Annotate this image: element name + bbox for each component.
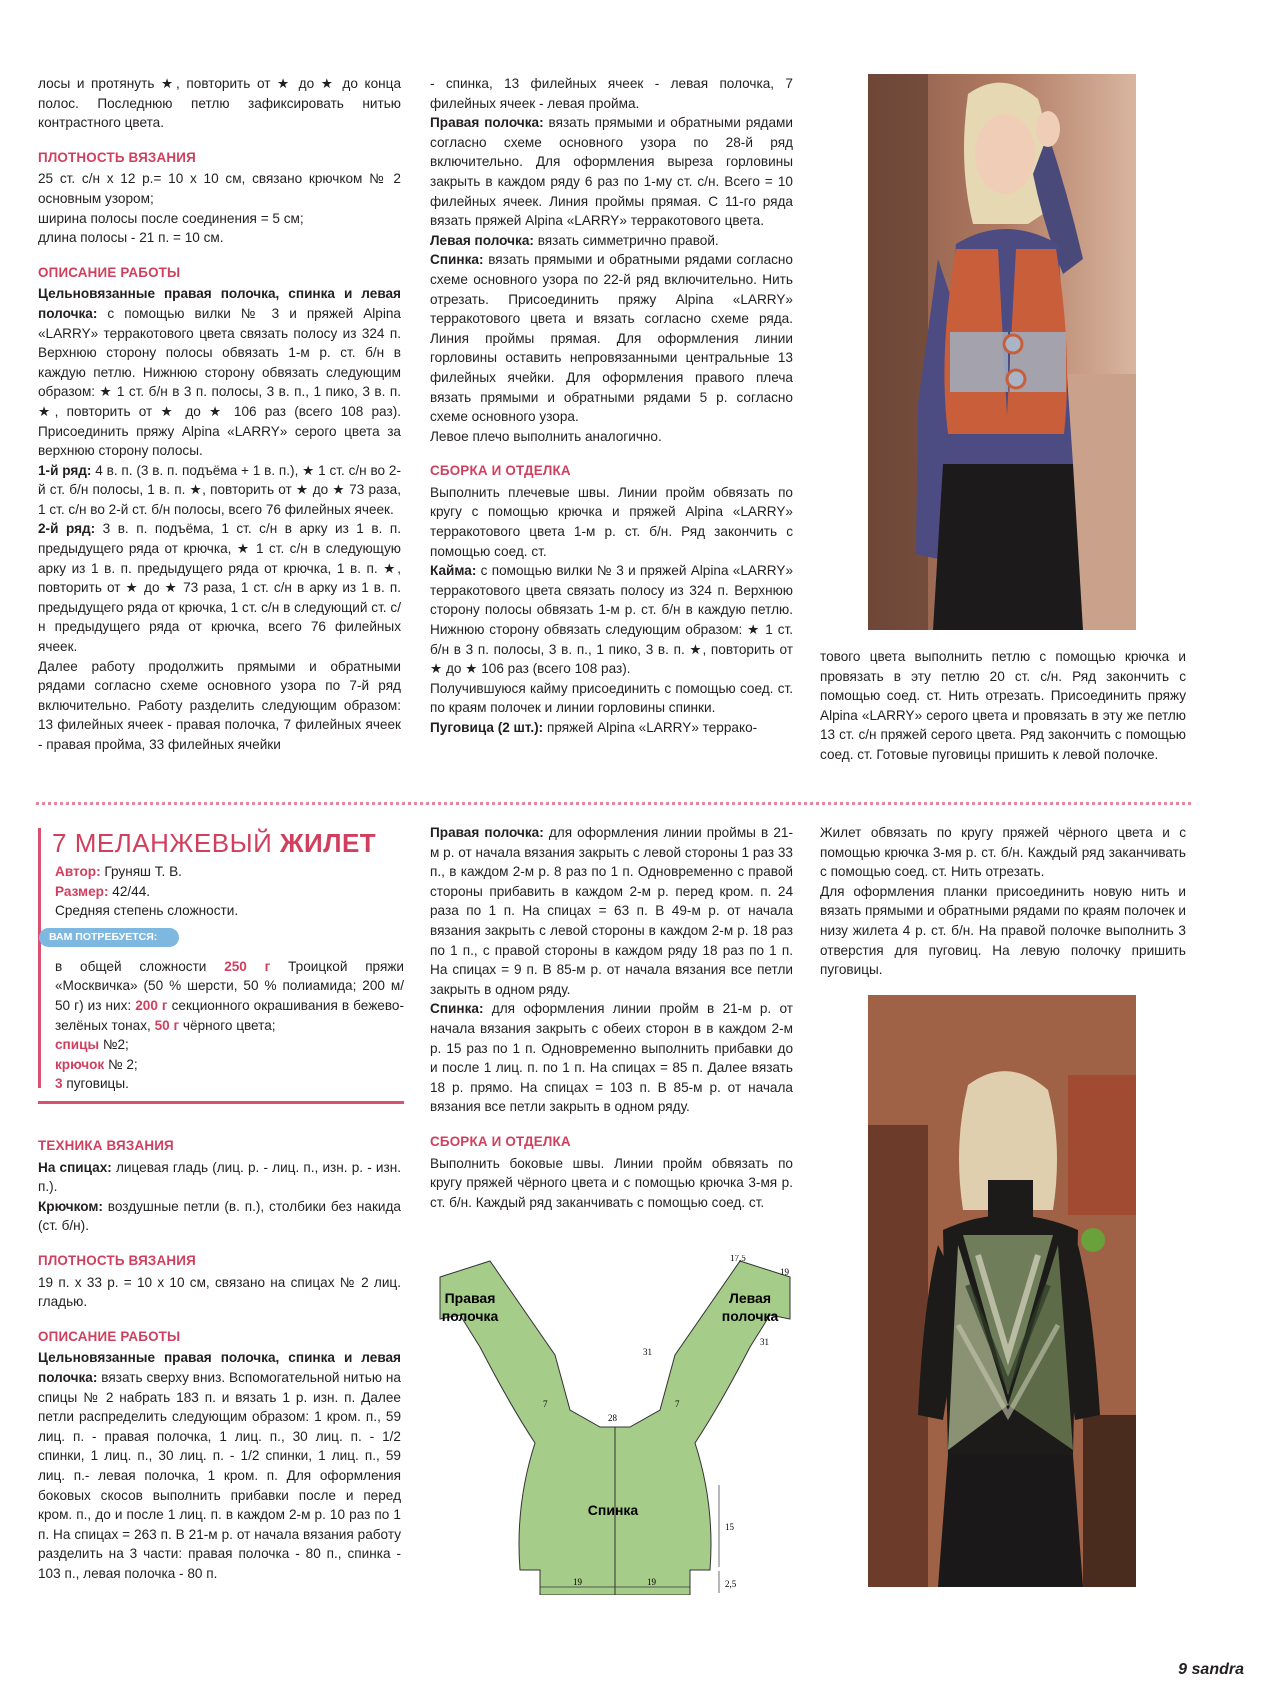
author-value: Груняш Т. В.: [100, 864, 182, 879]
dim-label: 19: [573, 1577, 582, 1587]
text-span: пуговицы.: [62, 1076, 129, 1092]
text-span: пряжей Alpina «LARRY» террако-: [543, 720, 758, 735]
bold-label: Цельновязанные правая полочка, спинка и левая полочка:: [38, 286, 401, 321]
bold-label: Спинка:: [430, 252, 484, 268]
text-span: для оформления линии проймы в 21-м р. от начала вязания закрыть с левой стороны 1 раз 33 п., в каждом 2-м р. 8 раз по 1 п. Одновременно с правой стороны прибавить в каждом 2-м р. перед кром. п. 24 раза по 1 п. На спицах = 63 п. В 49-м р. от начала вязания закрыть с левой стороны в каждом 2-м р. 18 раз по 1 п., с правой стороны в каждом ряду 18 раз по 1 п. На спицах = 9 п. В 85-м р. от начала вязания все петли закрыть в одном ряду.: [430, 825, 793, 997]
label-left-front-1: Левая: [729, 1290, 771, 1306]
bold-label: Крючком:: [38, 1198, 103, 1214]
text-paragraph: Жилет обвязать по кругу пряжей чёрного цвета и с помощью крючка 3-мя р. ст. б/н. Каждый ряд заканчивать с помощью соед. ст. Нить отрезать.: [820, 825, 1186, 880]
bold-label: Правая полочка:: [430, 825, 544, 840]
dim-label: 31: [760, 1337, 769, 1347]
text-span: с помощью вилки № 3 и пряжей Alpina «LARRY» терракотового цвета связать полосу из 324 п. Верхнюю сторону полосы обвязать 1-м р. ст. б/н в каждую петлю. Нижнюю сторону обвязать следующим образом: ★ 1 ст. б/н в 3 п. полосы, 3 в. п., 1 пико, 3 в. п. ★, повторить от ★ до ★ 106 раз (всего 108 раз).: [430, 563, 793, 677]
text-paragraph: [38, 1158, 401, 1197]
text-paragraph: [430, 113, 793, 231]
label-left-front-2: полочка: [721, 1308, 779, 1324]
column-3-bottom: [820, 823, 1186, 980]
text-paragraph: [430, 250, 793, 426]
bold-label: На спицах:: [38, 1159, 112, 1175]
highlight-value: 250 г: [224, 958, 271, 974]
text-paragraph: [38, 1197, 401, 1236]
text-span: вязать прямыми и обратными рядами согласно схеме основного узора по 28-й ряд включительно. Для оформления выреза горловины закрыть в каждом ряду 6 раз по 1-му ст. с/н. Всего = 10 филейных ячеек. Линия проймы прямая. С 11-го ряда вязать пряжей Alpina «LARRY» терракотового цвета.: [430, 115, 793, 229]
materials-needles: [55, 1035, 404, 1055]
text-paragraph: - спинка, 13 филейных ячеек - левая полочка, 7 филейных ячеек - левая пройма.: [430, 76, 793, 111]
text-paragraph: 19 п. х 33 р. = 10 х 10 см, связано на спицах № 2 лиц. гладью.: [38, 1274, 401, 1310]
photo-melange-vest: [868, 995, 1136, 1587]
text-span: 4 в. п. (3 в. п. подъёма + 1 в. п.), ★ 1 ст. с/н во 2-й ст. б/н полосы, 1 в. п. ★, повторить от ★ до ★ 73 раза, 1 ст. с/н во 2-й ст. б/н полосы, всего 76 филейных ячеек.: [38, 462, 402, 517]
text-span: воздушные петли (в. п.), столбики без накида (ст. б/н).: [38, 1198, 401, 1234]
text-paragraph: [430, 999, 793, 1117]
text-paragraph: [38, 284, 401, 460]
dim-label: 19: [647, 1577, 656, 1587]
pattern-title: [52, 828, 404, 858]
section-heading-description: ОПИСАНИЕ РАБОТЫ: [38, 264, 181, 280]
materials-hook: [55, 1055, 404, 1075]
schematic-svg: [425, 1255, 805, 1595]
dim-label: 19: [780, 1267, 789, 1277]
pattern-title-light: МЕЛАНЖЕВЫЙ: [74, 828, 273, 858]
text-span: вязать прямыми и обратными рядами согласно схеме основного узора по 22-й ряд включительно. Нить отрезать. Присоединить пряжу Alpina «LARRY» терракотового цвета и вязать согласно схеме ряда. Линия проймы прямая. Для оформления линии горловины оставить непровязанными центральные 13 филейных ячейки. Для оформления правого плеча вязать прямыми и обратными рядами 5 р. согласно схеме основного узора.: [430, 252, 793, 425]
text-paragraph: [430, 718, 793, 738]
highlight-value: спицы: [55, 1037, 100, 1053]
text-paragraph: [38, 1348, 401, 1583]
author-label: Автор:: [55, 864, 101, 879]
dim-label: 28: [608, 1413, 617, 1423]
bold-label: Левая полочка:: [430, 232, 534, 248]
pattern-title-bold: ЖИЛЕТ: [280, 828, 377, 858]
pattern-7-header: [38, 828, 405, 1092]
header-underline: [38, 1101, 404, 1104]
photo-crochet-vest: [868, 74, 1136, 630]
text-span: для оформления линии пройм в 21-м р. от начала вязания закрыть с обеих сторон в в каждом 2-м р. 15 раз по 1 п. Одновременно выполнить прибавки до и после 1 лиц. п. по 1 п. На спицах = 85 п. Далее вязать 18 р. прямо. На спицах = 103 п. В 85-м р. от начала вязания все петли закрыть в одном ряду.: [430, 1001, 793, 1115]
text-paragraph: Для оформления планки присоединить новую нить и вязать прямыми и обратными рядами по краям полочек и низу жилета 4 р. ст. б/н. На правой полочке выполнить 3 отверстия для пуговиц. На левую полочку пришить пуговицы.: [820, 883, 1186, 978]
magazine-brand: sandra: [1191, 1661, 1244, 1678]
text-span: 3 в. п. подъёма, 1 ст. с/н в арку из 1 в. п. предыдущего ряда от крючка, ★ 1 ст. с/н в следующую арку из 1 в. п. предыдущего ряда от крючка, 1 в. п. ★, повторить от ★ до ★ 73 раза, 1 ст. с/н в арку из 1 в. п. предыдущего ряда от крючка, 1 ст. с/н в следующий ст. с/н предыдущего ряда от крючка, всего 76 филейных ячеек.: [38, 521, 401, 655]
model-photo-illustration: [868, 995, 1136, 1587]
column-1-bottom: [38, 1136, 401, 1583]
model-photo-illustration: [868, 74, 1136, 630]
author-line: [55, 862, 404, 882]
bold-label: Пуговица (2 шт.):: [430, 720, 544, 735]
dim-label: 7: [675, 1399, 680, 1409]
materials-text: [55, 957, 404, 1035]
section-heading-density: ПЛОТНОСТЬ ВЯЗАНИЯ: [38, 149, 196, 165]
text-span: в общей сложности: [55, 958, 225, 974]
page-number: 9: [1178, 1661, 1188, 1678]
text-span: лицевая гладь (лиц. р. - лиц. п., изн. р. - изн. п.).: [38, 1159, 402, 1195]
pattern-number: 7: [52, 828, 67, 858]
highlight-value: 200 г: [135, 997, 168, 1013]
text-paragraph: длина полосы - 21 п. = 10 см.: [38, 230, 224, 246]
text-paragraph: [430, 231, 793, 251]
bold-label: 2-й ряд:: [38, 521, 96, 537]
size-label: Размер:: [55, 883, 109, 899]
highlight-value: крючок: [55, 1056, 105, 1072]
bold-label: 1-й ряд:: [38, 462, 92, 478]
text-span: вязать сверху вниз. Вспомогательной нитью на спицы № 2 набрать 183 п. и вязать 1 р. изн. п. Далее петли распределить следующим образом: 1 кром. п., 59 лиц. п. - правая полочка, 1 лиц. п., 30 лиц. п. - 1/2 спинки, 1 лиц. п., 30 лиц. п. - 1/2 спинки, 1 лиц. п., 59 лиц. п.- левая полочка, 1 кром. п. Для оформления боковых скосов выполнить прибавки после и перед кром. п., до и после 1 лиц. п. в каждом 2-м р. 10 раз по 1 п. На спицах = 263 п. В 21-м р. от начала вязания работу разделить на 3 части: правая полочка - 80 п., спинка - 103 п., левая полочка - 80 п.: [38, 1369, 401, 1581]
text-paragraph: Выполнить боковые швы. Линии пройм обвязать по кругу пряжей чёрного цвета и с помощью крючка 3-мя р. ст. б/н. Каждый ряд заканчивать с помощью соед. ст.: [430, 1155, 793, 1210]
text-paragraph: ширина полосы после соединения = 5 см;: [38, 210, 304, 226]
section-heading-assembly: СБОРКА И ОТДЕЛКА: [430, 463, 571, 479]
label-back: Спинка: [587, 1502, 639, 1518]
bold-label: Правая полочка:: [430, 115, 544, 131]
highlight-value: 50 г: [154, 1017, 180, 1033]
materials-buttons: [55, 1074, 404, 1094]
column-1-top: [38, 74, 401, 755]
bold-label: Спинка:: [430, 1001, 484, 1017]
pattern-schematic: [425, 1255, 805, 1595]
text-paragraph: Получившуюся кайму присоединить с помощью соед. ст. по краям полочек и линии горловины спинки.: [430, 680, 793, 716]
text-paragraph: тового цвета выполнить петлю с помощью крючка и провязать в эту петлю 20 ст. с/н. Ряд закончить с помощью соед. ст. Нить отрезать. Присоединить пряжу Alpina «LARRY» серого цвета и провязать в эту же петлю 13 ст. с/н пряжей серого цвета. Ряд закончить с помощью соед. ст. Готовые пуговицы пришить к левой полочке.: [820, 649, 1186, 762]
label-right-front-2: полочка: [441, 1308, 499, 1324]
column-2-top: [430, 74, 793, 738]
text-span: с помощью вилки № 3 и пряжей Alpina «LARRY» терракотового цвета связать полосу из 324 п. Верхнюю сторону полосы обвязать 1-м р. ст. б/н в каждую петлю. Нижнюю сторону обвязать следующим образом: ★ 1 ст. б/н в 3 п. полосы, 3 в. п., 1 пико, 3 в. п. ★, повторить от ★ до ★ 106 раз (всего 108 раз). Присоединить пряжу Alpina «LARRY» серого цвета за верхнюю сторону полосы.: [38, 305, 401, 459]
text-paragraph: [38, 461, 401, 520]
highlight-value: 3: [55, 1076, 63, 1092]
text-paragraph: [38, 519, 401, 656]
section-heading-density: ПЛОТНОСТЬ ВЯЗАНИЯ: [38, 1252, 196, 1268]
section-heading-description: ОПИСАНИЕ РАБОТЫ: [38, 1328, 181, 1344]
text-paragraph: 25 ст. с/н х 12 р.= 10 х 10 см, связано крючком № 2 основным узором;: [38, 171, 401, 206]
text-paragraph: Левое плечо выполнить аналогично.: [430, 428, 662, 444]
text-paragraph: [430, 823, 793, 999]
bold-label: Цельновязанные правая полочка, спинка и левая полочка:: [38, 1350, 401, 1385]
text-span: № 2;: [104, 1056, 138, 1072]
section-heading-assembly: СБОРКА И ОТДЕЛКА: [430, 1133, 571, 1149]
dim-label: 2,5: [725, 1579, 737, 1589]
difficulty-line: Средняя степень сложности.: [55, 903, 239, 919]
text-span: чёрного цвета;: [179, 1017, 276, 1033]
text-paragraph: Выполнить плечевые швы. Линии пройм обвязать по кругу с помощью крючка и пряжей Alpina «LARRY» терракотового цвета 1-м р. ст. б/н. Ряд закончить с помощью соед. ст.: [430, 484, 793, 559]
size-line: [55, 882, 404, 902]
text-span: №2;: [99, 1037, 129, 1053]
dim-label: 17,5: [730, 1255, 746, 1263]
text-span: вязать симметрично правой.: [533, 232, 719, 248]
bold-label: Кайма:: [430, 563, 477, 579]
section-divider: [36, 802, 1191, 805]
text-span: Троицкой пряжи «Москвичка» (50 % шерсти, 50 % полиамида; 200 м/ 50 г) из них:: [55, 958, 405, 1013]
materials-badge: ВАМ ПОТРЕБУЕТСЯ:: [39, 928, 179, 947]
text-paragraph: Далее работу продолжить прямыми и обратными рядами согласно схеме основного узора по 7-й ряд включительно. Работу разделить следующим образом: 13 филейных ячеек - правая полочка, 7 филейных ячеек - правая пройма, 33 филейных ячейки: [38, 658, 401, 752]
text-paragraph: [430, 561, 793, 679]
dim-label: 15: [725, 1522, 734, 1532]
page-footer: [1178, 1660, 1244, 1680]
text-span: секционного окрашивания в бежево-зелёных тонах,: [55, 997, 404, 1033]
text-paragraph: лосы и протянуть ★, повторить от ★ до ★ до конца полос. Последнюю петлю зафиксировать нитью контрастного цвета.: [38, 76, 401, 131]
size-value: 42/44.: [108, 883, 151, 899]
column-2-bottom: [430, 823, 793, 1212]
dim-label: 7: [543, 1399, 548, 1409]
dim-label: 31: [643, 1347, 652, 1357]
section-heading-technique: ТЕХНИКА ВЯЗАНИЯ: [38, 1138, 174, 1153]
column-3-top-text: [820, 647, 1186, 765]
label-right-front-1: Правая: [444, 1290, 496, 1306]
